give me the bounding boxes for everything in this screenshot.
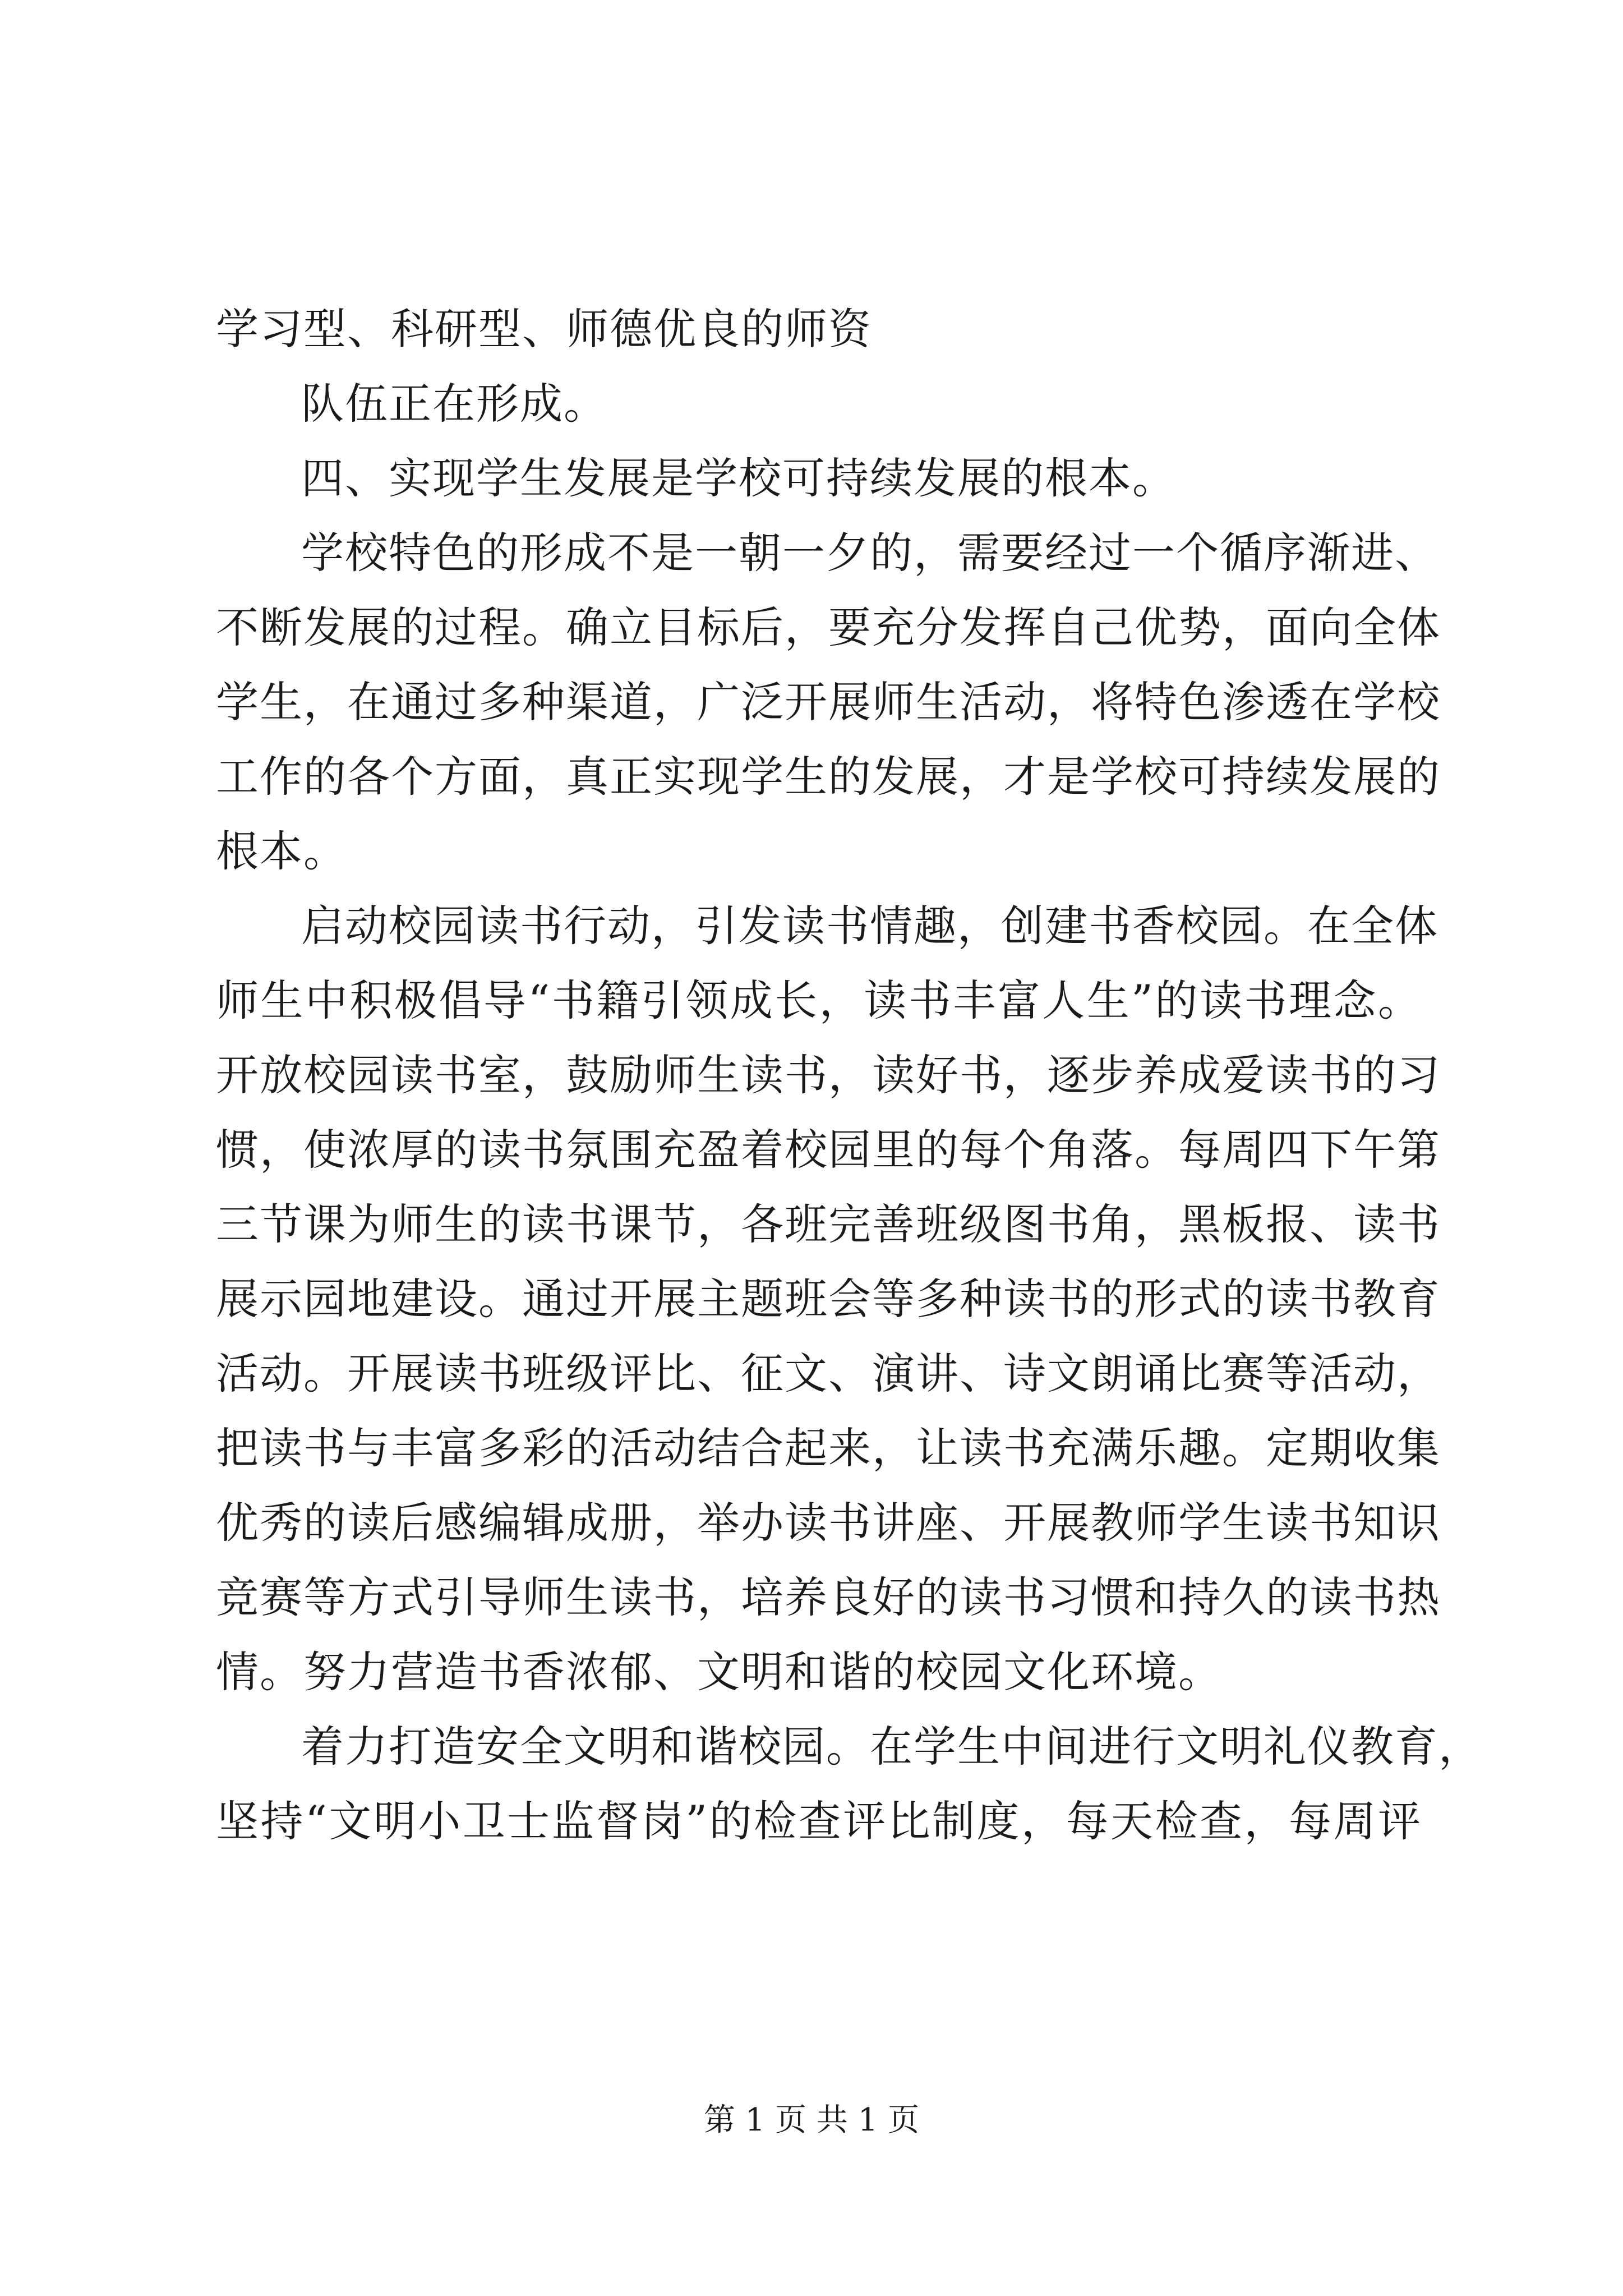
- text-line: 优秀的读后感编辑成册，举办读书讲座、开展教师学生读书知识: [216, 1498, 1441, 1548]
- text-line: 师生中积极倡导“书籍引领成长，读书丰富人生”的读书理念。: [216, 976, 1422, 1025]
- text-line: 队伍正在形成。: [301, 379, 607, 429]
- document-body: [216, 292, 1482, 1858]
- text-line: 展示园地建设。通过开展主题班会等多种读书的形式的读书教育: [216, 1274, 1441, 1324]
- text-line: 着力打造安全文明和谐校园。在学生中间进行文明礼仪教育，: [301, 1722, 1482, 1772]
- text-line: 开放校园读书室，鼓励师生读书，读好书，逐步养成爱读书的习: [216, 1050, 1441, 1100]
- text-line: 学校特色的形成不是一朝一夕的，需要经过一个循序渐进、: [301, 528, 1438, 578]
- text-line: 把读书与丰富多彩的活动结合起来，让读书充满乐趣。定期收集: [216, 1423, 1441, 1473]
- text-line: 竞赛等方式引导师生读书，培养良好的读书习惯和持久的读书热: [216, 1572, 1441, 1622]
- text-line: 学习型、科研型、师德优良的师资: [216, 304, 872, 354]
- text-line: 情。努力营造书香浓郁、文明和谐的校园文化环境。: [216, 1647, 1222, 1697]
- text-line: 三节课为师生的读书课节，各班完善班级图书角，黑板报、读书: [216, 1199, 1441, 1249]
- text-line: 根本。: [216, 826, 347, 876]
- text-line: 不断发展的过程。确立目标后，要充分发挥自己优势，面向全体: [216, 602, 1441, 652]
- page-footer: 第 1 页 共 1 页: [703, 2102, 920, 2138]
- text-line: 启动校园读书行动，引发读书情趣，创建书香校园。在全体: [301, 901, 1438, 951]
- text-line: 活动。开展读书班级评比、征文、演讲、诗文朗诵比赛等活动，: [216, 1349, 1441, 1398]
- text-line: 学生，在通过多种渠道，广泛开展师生活动，将特色渗透在学校: [216, 677, 1441, 727]
- text-line: 工作的各个方面，真正实现学生的发展，才是学校可持续发展的: [216, 752, 1441, 802]
- text-line: 四、实现学生发展是学校可持续发展的根本。: [301, 453, 1176, 503]
- text-line: 坚持“文明小卫士监督岗”的检查评比制度，每天检查，每周评: [216, 1796, 1422, 1846]
- text-line: 惯，使浓厚的读书氛围充盈着校园里的每个角落。每周四下午第: [216, 1125, 1441, 1175]
